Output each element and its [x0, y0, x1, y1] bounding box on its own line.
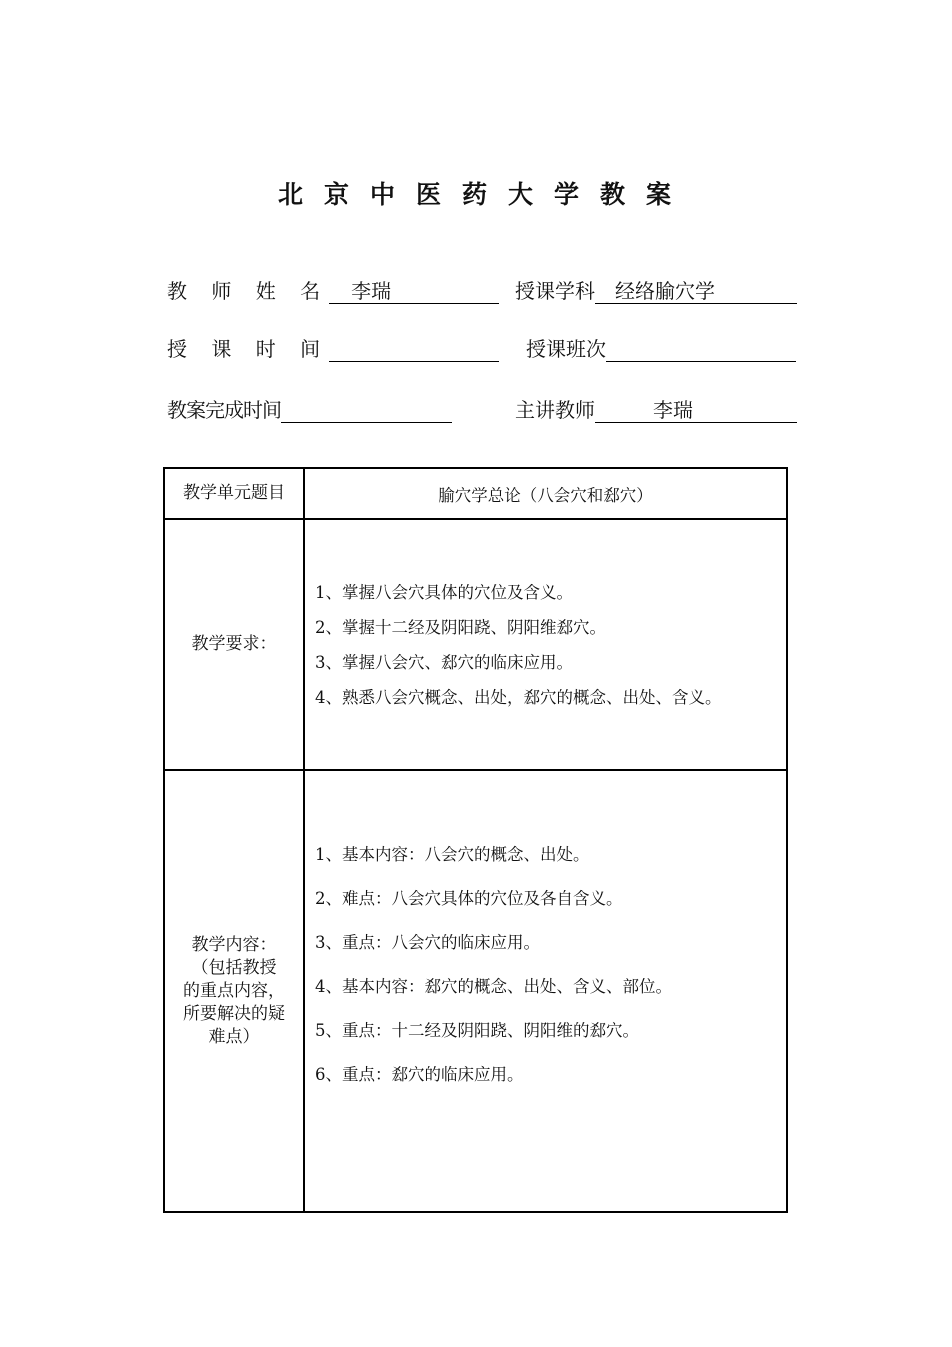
content-label-line: 所要解决的疑	[183, 1003, 285, 1024]
completion-time-line	[281, 397, 452, 423]
list-item: 2、掌握十二经及阴阳跷、阴阳维郄穴。	[315, 617, 606, 637]
completion-time-label: 教案完成时间	[167, 398, 281, 422]
lesson-plan-table	[163, 467, 788, 1213]
content-label	[164, 770, 304, 1212]
subject-field	[515, 278, 797, 304]
class-session-line	[606, 336, 796, 362]
list-item: 5、重点：十二经及阴阳跷、阴阳维的郄穴。	[315, 1021, 639, 1040]
list-item: 1、掌握八会穴具体的穴位及含义。	[315, 582, 573, 602]
list-item: 4、基本内容：郄穴的概念、出处、含义、部位。	[315, 977, 672, 996]
requirements-cell	[304, 519, 787, 770]
content-cell	[304, 770, 787, 1212]
class-time-field	[167, 336, 499, 362]
content-label-line: 的重点内容，	[183, 980, 285, 1001]
unit-label: 教学单元题目	[164, 468, 304, 519]
list-item: 6、重点：郄穴的临床应用。	[315, 1065, 524, 1084]
unit-row	[164, 468, 787, 519]
list-item: 2、难点：八会穴具体的穴位及各自含义。	[315, 889, 623, 908]
content-list	[305, 833, 786, 1097]
page-title: 北京中医药大学教案	[277, 180, 692, 209]
list-item: 1、基本内容：八会穴的概念、出处。	[315, 845, 590, 864]
list-item: 3、掌握八会穴、郄穴的临床应用。	[315, 652, 573, 672]
content-label-line: 教学内容：	[191, 934, 277, 955]
lecturer-field	[515, 397, 797, 423]
subject-line	[595, 278, 797, 304]
teacher-name-field	[167, 278, 499, 304]
lecturer-line	[595, 397, 797, 423]
unit-value: 腧穴学总论（八会穴和郄穴）	[304, 468, 787, 519]
content-label-line: 难点）	[208, 1026, 260, 1047]
subject-value: 经络腧穴学	[615, 279, 715, 303]
requirements-list	[305, 575, 786, 715]
class-session-label: 授课班次	[526, 337, 606, 361]
requirements-row	[164, 519, 787, 770]
subject-label: 授课学科	[515, 279, 595, 303]
list-item: 3、重点：八会穴的临床应用。	[315, 933, 540, 952]
teacher-name-label: 教 师 姓 名	[167, 279, 330, 303]
lecturer-value: 李瑞	[653, 398, 693, 422]
lecturer-label: 主讲教师	[515, 398, 595, 422]
list-item: 4、熟悉八会穴概念、出处，郄穴的概念、出处、含义。	[315, 687, 722, 707]
class-session-field	[526, 336, 796, 362]
class-time-line	[329, 336, 499, 362]
teacher-name-line	[329, 278, 499, 304]
content-row	[164, 770, 787, 1212]
content-label-line: （包括教授	[191, 957, 277, 978]
class-time-label: 授 课 时 间	[167, 337, 330, 361]
requirements-label: 教学要求：	[164, 519, 304, 770]
teacher-name-value: 李瑞	[351, 279, 392, 303]
completion-time-field	[167, 397, 452, 423]
